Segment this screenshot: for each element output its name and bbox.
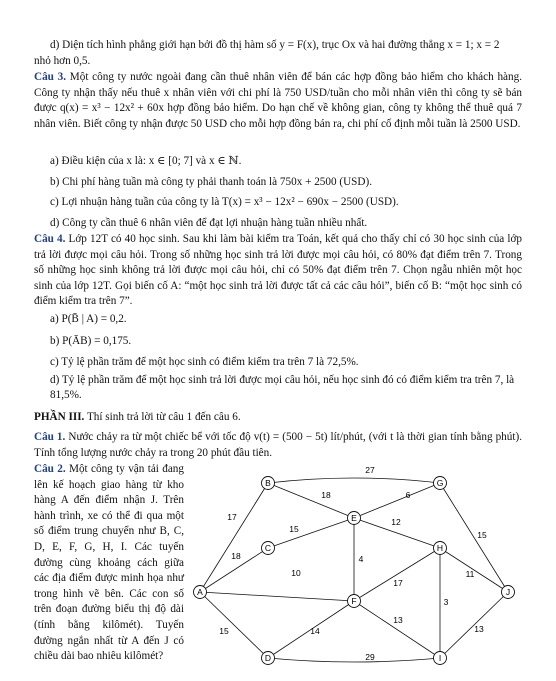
edge-weight-D-I: 29 <box>365 652 375 662</box>
edge-B-G <box>268 478 440 483</box>
edge-weight-G-J: 15 <box>477 530 487 540</box>
edge-weight-B-G: 27 <box>365 465 375 475</box>
node-B <box>262 477 275 490</box>
node-J-label: J <box>505 587 511 597</box>
part3-question-2-label: Câu 2. <box>34 463 66 475</box>
node-E <box>348 512 361 525</box>
node-G <box>434 477 447 490</box>
node-I <box>434 652 447 665</box>
question-4-label: Câu 4. <box>34 233 66 245</box>
edge-weight-A-D: 15 <box>219 626 229 636</box>
edge-weight-E-F: 4 <box>358 554 364 564</box>
q3-option-a: a) Điều kiện của x là: x ∈ [0; 7] và x ∈ ℕ. <box>50 155 242 167</box>
question-3 <box>34 70 522 132</box>
q4-option-d: d) Tỷ lệ phần trăm để một học sinh trả lời được mọi câu hỏi, nếu học sinh đó có điểm kiểm tra trên 7, là 81,5%. <box>50 373 515 401</box>
part3-question-1 <box>34 430 522 461</box>
edge-weight-B-E: 18 <box>321 490 331 500</box>
edge-F-H <box>354 548 440 601</box>
edge-weight-A-B: 17 <box>227 512 237 522</box>
node-C <box>262 542 275 555</box>
node-G-label: G <box>436 478 444 488</box>
edge-weight-F-H: 17 <box>393 578 403 588</box>
q3-option-d: d) Công ty cần thuê 6 nhân viên để đạt lợi nhuận hàng tuần nhiều nhất. <box>50 216 368 229</box>
edge-C-E <box>268 518 354 548</box>
node-F <box>348 595 361 608</box>
node-I-label: I <box>438 653 442 663</box>
edge-weight-D-F: 14 <box>310 626 320 636</box>
node-D <box>262 652 275 665</box>
node-B-label: B <box>265 478 271 488</box>
edge-E-G <box>354 483 440 518</box>
q3-option-c: c) Lợi nhuận hàng tuần của công ty là T(x) = x³ − 12x² − 690x − 2500 (USD). <box>50 196 399 208</box>
q4-option-b: b) P(ĀB) = 0,175. <box>50 334 132 347</box>
node-E-label: E <box>351 513 357 523</box>
part3-question-2 <box>34 462 184 665</box>
part3-question-2-text: Một công ty vận tải đang lên kế hoạch giao hàng từ kho hàng A đến điểm nhận J. Trên hành trình, xe có thể đi qua một số điểm trung chuyển như B, C, D, E, F, G, H, I. Các tuyến đường cùng khoảng cách giữa các địa điểm được minh họa như trong hình vẽ bên. Các con số trên đoạn đường biểu thị độ dài (tính bằng kilômét). Tuyến đường ngắn nhất từ A đến J có chiều dài bao nhiêu kilômét? <box>34 463 184 663</box>
question-4 <box>34 232 522 310</box>
part-3-title: PHẦN III. <box>34 411 85 423</box>
node-J <box>502 586 515 599</box>
prev-item-d-line1: d) Diện tích hình phẳng giới hạn bởi đồ thị hàm số y = F(x), trục Ox và hai đường thẳng x = 1; x = 2 <box>50 39 500 51</box>
prev-item-d-line2: nhỏ hơn 0,5. <box>34 54 91 67</box>
edge-weight-A-F: 10 <box>291 568 301 578</box>
question-3-label: Câu 3. <box>34 71 67 83</box>
node-C-label: C <box>264 543 272 553</box>
node-A <box>194 586 207 599</box>
route-graph-svg <box>190 464 520 674</box>
edge-A-F <box>200 592 354 601</box>
edge-A-B <box>200 483 268 592</box>
prev-item-d <box>34 38 522 69</box>
edge-weight-A-C: 18 <box>231 551 241 561</box>
node-H-label: H <box>436 543 444 553</box>
question-4-options <box>34 312 522 404</box>
edge-weight-E-G: 6 <box>405 490 411 500</box>
edge-F-I <box>354 601 440 658</box>
edge-weight-E-H: 12 <box>391 517 401 527</box>
q4-option-c: c) Tỷ lệ phần trăm để một học sinh có điểm kiểm tra trên 7 là 72,5%. <box>50 356 359 368</box>
question-3-text: Một công ty nước ngoài đang cần thuê nhân viên để bán các hợp đồng bảo hiểm cho khách hàng. Công ty nhận thấy nếu thuê x nhân viên với chi phí là 750 USD/tuần cho mỗi nhân viên thì công ty sẽ bán được q(x) = x³ − 12x² + 60x hợp đồng bảo hiểm. Do hạn chế về không gian, công ty không thể thuê quá 7 nhân viên. Biết công ty nhận được 50 USD cho mỗi hợp đồng bán ra, chi phí cố định mỗi tuần là 2500 USD. <box>34 71 522 130</box>
edge-weight-H-I: 3 <box>443 597 449 607</box>
edge-weight-C-E: 15 <box>289 524 299 534</box>
node-D-label: D <box>264 653 272 663</box>
q3-option-b: b) Chi phí hàng tuần mà công ty phải thanh toán là 750x + 2500 (USD). <box>50 175 372 188</box>
part-3-heading <box>34 410 522 426</box>
node-A-label: A <box>197 587 203 597</box>
part-3-instruction: Thí sinh trả lời từ câu 1 đến câu 6. <box>86 411 241 423</box>
edge-weight-I-J: 13 <box>474 624 484 634</box>
edge-D-I <box>268 658 440 662</box>
question-4-text: Lớp 12T có 40 học sinh. Sau khi làm bài kiểm tra Toán, kết quả cho thấy chỉ có 30 học sinh của lớp trả lời được mọi câu hỏi. Trong số những học sinh trả lời được mọi câu hỏi, có 80% đạt điểm trên 7. Trong số những học sinh không trả lời được mọi câu hỏi, chỉ có 50% đạt điểm trên 7. Chọn ngẫu nhiên một học sinh của lớp 12T. Gọi biến cố A: “một học sinh trả lời được tất cả các câu hỏi”, biến cố B: “một học sinh có điểm kiểm tra trên 7”. <box>34 233 522 307</box>
edge-weight-F-I: 13 <box>393 615 403 625</box>
part3-question-1-label: Câu 1. <box>34 431 66 443</box>
q4-option-a: a) P(B̄ | A) = 0,2. <box>50 313 127 325</box>
part3-question-1-text: Nước chảy ra từ một chiếc bể với tốc độ v(t) = (500 − 5t) lít/phút, (với t là thời gian tính bằng phút). Tính tổng lượng nước chảy ra trong 20 phút đầu tiên. <box>34 431 522 459</box>
edge-B-E <box>268 483 354 518</box>
route-graph <box>190 464 520 674</box>
node-H <box>434 542 447 555</box>
edge-A-D <box>200 592 268 658</box>
edge-weight-H-J: 11 <box>465 569 475 579</box>
question-3-options <box>34 154 522 231</box>
node-F-label: F <box>351 596 357 606</box>
